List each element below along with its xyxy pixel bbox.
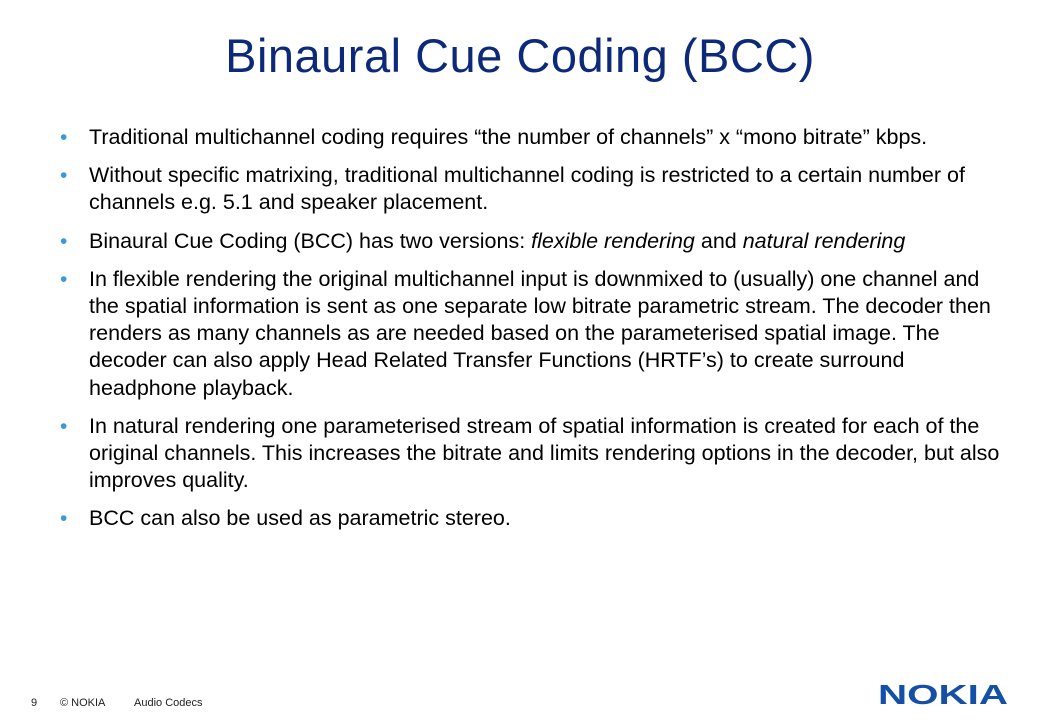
bullet-text: Without specific matrixing, traditional multichannel coding is restricted to a certain number of channels e.g. 5.1 and speaker placement. (89, 163, 965, 215)
bullet-text-mid: and (694, 228, 743, 253)
bullet-icon: • (60, 414, 68, 438)
bullet-text: BCC can also be used as parametric stereo. (89, 506, 511, 531)
bullet-item (60, 124, 1000, 151)
bullet-emphasis-natural: natural rendering (742, 228, 906, 253)
copyright: © NOKIA (60, 697, 106, 709)
bullet-icon: • (60, 507, 68, 531)
bullet-icon: • (60, 267, 68, 291)
slide-title: Binaural Cue Coding (BCC) (225, 29, 815, 82)
bullet-item (60, 228, 1000, 255)
bullet-emphasis-flexible: flexible rendering (531, 228, 695, 253)
bullet-text: In flexible rendering the original multichannel input is downmixed to (usually) one channel and the spatial information is sent as one separate low bitrate parametric stream. The decoder then renders as many channels as are needed based on the parameterised spatial image. The decoder can also apply Head Related Transfer Functions (HRTF’s) to create surround headphone playback. (89, 266, 991, 400)
bullet-item (60, 266, 1000, 402)
bullet-item (60, 413, 1000, 495)
deck-title: Audio Codecs (134, 697, 203, 709)
bullet-item (60, 162, 1000, 216)
bullet-item (60, 505, 1000, 532)
bullet-text-pre: Binaural Cue Coding (BCC) has two versions: (89, 228, 532, 253)
nokia-logo-text: NOKIA (878, 681, 1008, 707)
bullet-text: Traditional multichannel coding requires “the number of channels” x “mono bitrate” kbps. (89, 125, 928, 149)
page-number: 9 (31, 697, 38, 709)
nokia-logo (878, 681, 1008, 707)
bullet-icon: • (60, 229, 68, 253)
bullet-text: In natural rendering one parameterised stream of spatial information is created for each of the original channels. This increases the bitrate and limits rendering options in the decoder, but also improves quality. (89, 413, 1000, 493)
bullet-icon: • (60, 164, 68, 188)
bullet-list (60, 124, 1000, 544)
bullet-icon: • (60, 126, 68, 149)
